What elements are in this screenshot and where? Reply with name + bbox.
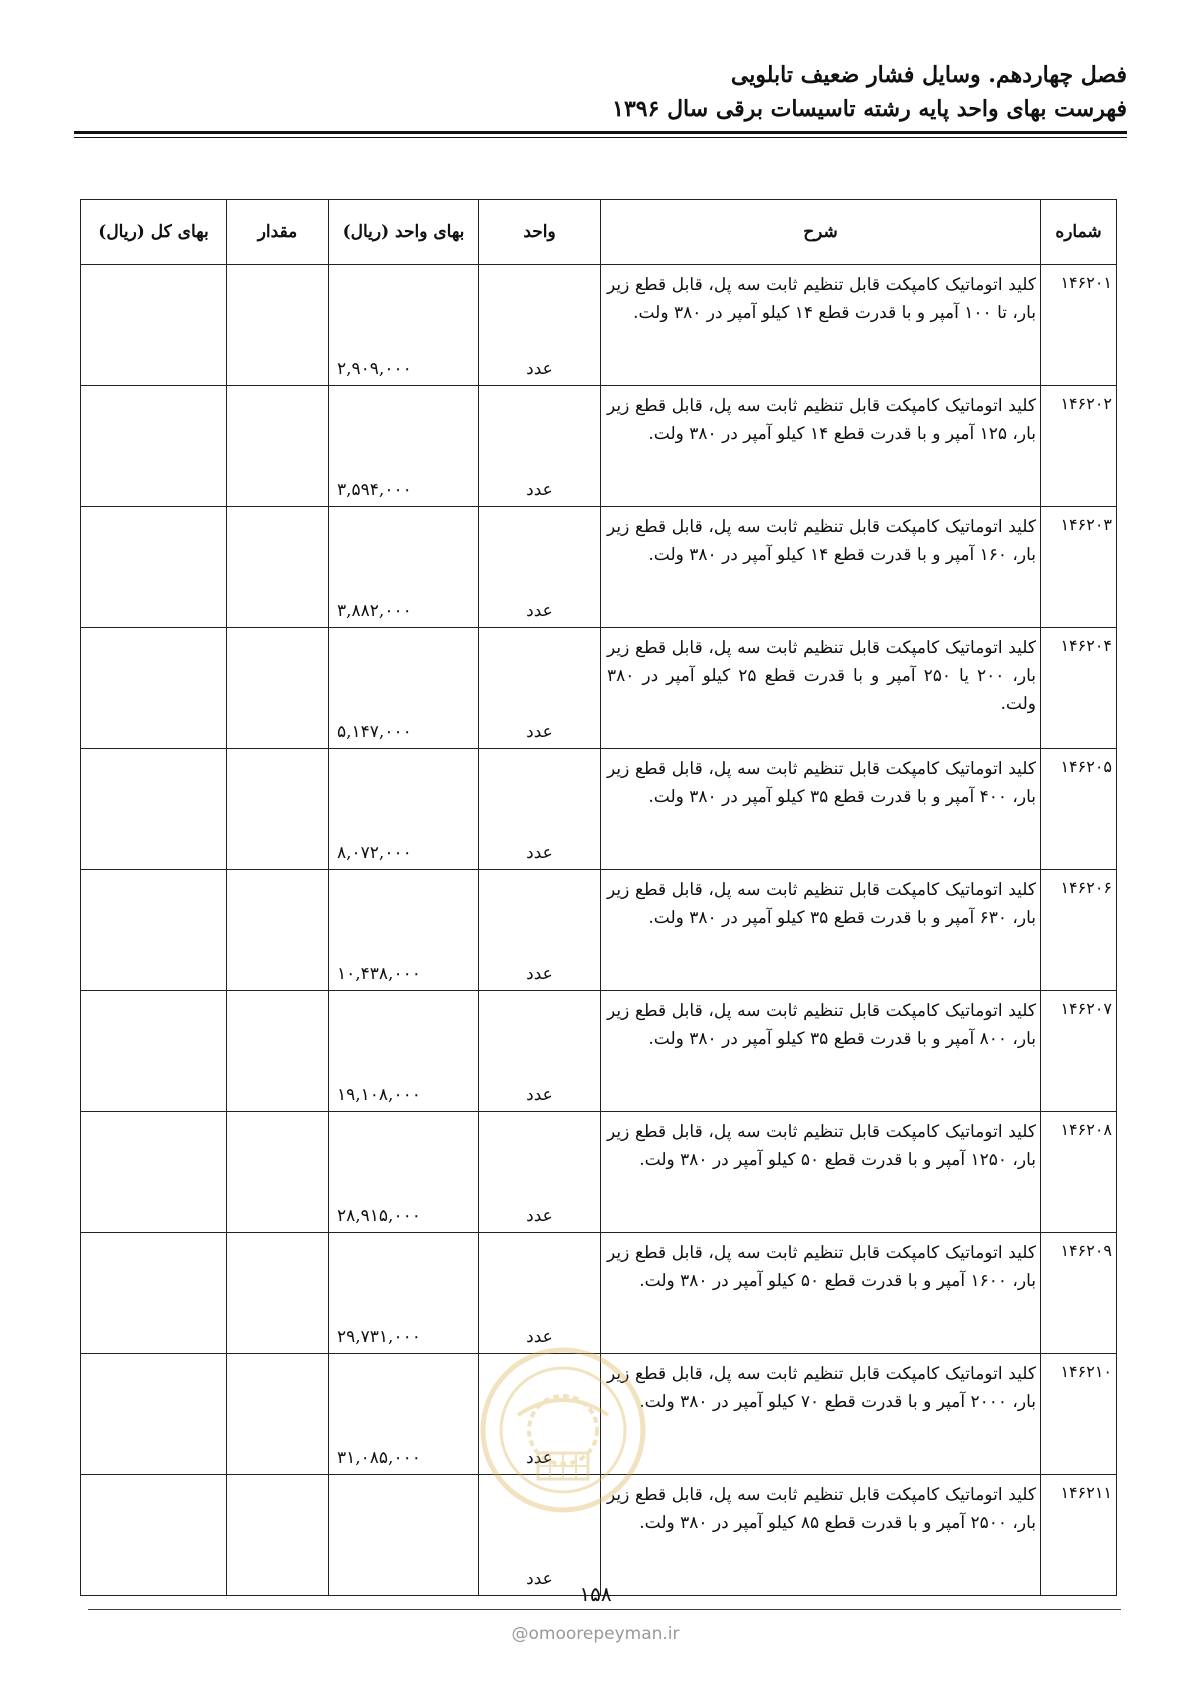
row-quantity: [227, 749, 329, 870]
row-code: ۱۴۶۲۰۳: [1041, 507, 1117, 628]
row-description: کلید اتوماتیک کامپکت قابل تنظیم ثابت سه پل، قابل قطع زیر بار، ۲۵۰۰ آمپر و با قدرت قطع ۸۵ کیلو آمپر در ۳۸۰ ولت.: [601, 1475, 1041, 1596]
table-row: [81, 628, 1117, 749]
row-unit-price-text: ۲۸,۹۱۵,۰۰۰: [337, 1206, 421, 1226]
table-row: [81, 1475, 1117, 1596]
row-unit: [479, 265, 601, 386]
table-row: [81, 1112, 1117, 1233]
row-unit-text: عدد: [526, 1085, 553, 1105]
row-unit-price-text: ۳۱,۰۸۵,۰۰۰: [337, 1448, 421, 1468]
table-row: [81, 749, 1117, 870]
header-rule-thick: [74, 131, 1127, 134]
row-unit-text: عدد: [526, 359, 553, 379]
row-unit-text: عدد: [526, 843, 553, 863]
row-unit: [479, 991, 601, 1112]
row-code: ۱۴۶۲۱۰: [1041, 1354, 1117, 1475]
row-quantity: [227, 1475, 329, 1596]
row-unit: [479, 749, 601, 870]
header-rule-thin: [74, 137, 1127, 138]
page-number: ۱۵۸: [579, 1582, 612, 1606]
row-unit: [479, 386, 601, 507]
table-row: [81, 870, 1117, 991]
column-header-description: شرح: [601, 200, 1041, 265]
row-unit-price: [329, 265, 479, 386]
row-total: [81, 265, 227, 386]
row-description: کلید اتوماتیک کامپکت قابل تنظیم ثابت سه پل، قابل قطع زیر بار، ۲۰۰۰ آمپر و با قدرت قطع ۷۰ کیلو آمپر در ۳۸۰ ولت.: [601, 1354, 1041, 1475]
row-total: [81, 1233, 227, 1354]
row-unit-text: عدد: [526, 601, 553, 621]
row-unit-price-text: ۱۰,۴۳۸,۰۰۰: [337, 964, 421, 984]
row-unit-price: [329, 1354, 479, 1475]
row-code: ۱۴۶۲۰۵: [1041, 749, 1117, 870]
row-unit-price-text: ۲۹,۷۳۱,۰۰۰: [337, 1327, 421, 1347]
table-row: [81, 1354, 1117, 1475]
row-description: کلید اتوماتیک کامپکت قابل تنظیم ثابت سه پل، قابل قطع زیر بار، تا ۱۰۰ آمپر و با قدرت قطع ۱۴ کیلو آمپر در ۳۸۰ ولت.: [601, 265, 1041, 386]
row-quantity: [227, 1112, 329, 1233]
row-unit-price-text: ۸,۰۷۲,۰۰۰: [337, 843, 412, 863]
row-description: کلید اتوماتیک کامپکت قابل تنظیم ثابت سه پل، قابل قطع زیر بار، ۲۰۰ یا ۲۵۰ آمپر و با قدرت قطع ۲۵ کیلو آمپر در ۳۸۰ ولت.: [601, 628, 1041, 749]
row-unit-text: عدد: [526, 1327, 553, 1347]
chapter-title: فصل چهاردهم. وسایل فشار ضعیف تابلویی: [730, 62, 1127, 88]
row-quantity: [227, 628, 329, 749]
row-code: ۱۴۶۲۰۴: [1041, 628, 1117, 749]
table-row: [81, 1233, 1117, 1354]
row-unit-text: عدد: [526, 480, 553, 500]
row-quantity: [227, 386, 329, 507]
row-quantity: [227, 1354, 329, 1475]
row-unit: [479, 1354, 601, 1475]
row-quantity: [227, 265, 329, 386]
row-quantity: [227, 991, 329, 1112]
row-unit-price: [329, 507, 479, 628]
row-unit-price: [329, 749, 479, 870]
row-description: کلید اتوماتیک کامپکت قابل تنظیم ثابت سه پل، قابل قطع زیر بار، ۱۲۵ آمپر و با قدرت قطع ۱۴ کیلو آمپر در ۳۸۰ ولت.: [601, 386, 1041, 507]
column-header-quantity: مقدار: [227, 200, 329, 265]
row-total: [81, 1354, 227, 1475]
row-description: کلید اتوماتیک کامپکت قابل تنظیم ثابت سه پل، قابل قطع زیر بار، ۱۶۰۰ آمپر و با قدرت قطع ۵۰ کیلو آمپر در ۳۸۰ ولت.: [601, 1233, 1041, 1354]
row-unit-price: [329, 628, 479, 749]
row-unit-price-text: ۵,۱۴۷,۰۰۰: [337, 722, 412, 742]
row-unit-text: عدد: [526, 1448, 553, 1468]
price-table: [80, 199, 1117, 1596]
row-code: ۱۴۶۲۰۷: [1041, 991, 1117, 1112]
table-header-row: [81, 200, 1117, 265]
page-header: [72, 58, 1127, 126]
row-unit-price: [329, 386, 479, 507]
site-watermark-text: @omoorepeyman.ir: [511, 1624, 680, 1644]
row-code: ۱۴۶۲۰۸: [1041, 1112, 1117, 1233]
row-unit: [479, 870, 601, 991]
row-total: [81, 386, 227, 507]
row-total: [81, 870, 227, 991]
table-row: [81, 507, 1117, 628]
row-unit-text: عدد: [526, 1569, 553, 1589]
row-unit-price-text: ۲,۹۰۹,۰۰۰: [337, 359, 412, 379]
row-unit-price: [329, 991, 479, 1112]
row-quantity: [227, 507, 329, 628]
row-total: [81, 749, 227, 870]
price-table-wrapper: [81, 199, 1117, 1596]
row-total: [81, 507, 227, 628]
table-row: [81, 386, 1117, 507]
table-body: [81, 265, 1117, 1596]
row-quantity: [227, 1233, 329, 1354]
row-unit-price-text: ۱۹,۱۰۸,۰۰۰: [337, 1085, 421, 1105]
row-quantity: [227, 870, 329, 991]
row-code: ۱۴۶۲۱۱: [1041, 1475, 1117, 1596]
column-header-code: شماره: [1041, 200, 1117, 265]
row-total: [81, 1475, 227, 1596]
row-description: کلید اتوماتیک کامپکت قابل تنظیم ثابت سه پل، قابل قطع زیر بار، ۱۶۰ آمپر و با قدرت قطع ۱۴ کیلو آمپر در ۳۸۰ ولت.: [601, 507, 1041, 628]
table-row: [81, 265, 1117, 386]
row-unit-price: [329, 1475, 479, 1596]
table-row: [81, 991, 1117, 1112]
column-header-total: بهای کل (ریال): [81, 200, 227, 265]
row-unit-price-text: ۳,۸۸۲,۰۰۰: [337, 601, 412, 621]
row-total: [81, 1112, 227, 1233]
row-unit-price: [329, 870, 479, 991]
row-description: کلید اتوماتیک کامپکت قابل تنظیم ثابت سه پل، قابل قطع زیر بار، ۶۳۰ آمپر و با قدرت قطع ۳۵ کیلو آمپر در ۳۸۰ ولت.: [601, 870, 1041, 991]
document-subtitle: فهرست بهای واحد پایه رشته تاسیسات برقی سال ۱۳۹۶: [612, 96, 1127, 122]
row-unit-price: [329, 1233, 479, 1354]
row-description: کلید اتوماتیک کامپکت قابل تنظیم ثابت سه پل، قابل قطع زیر بار، ۸۰۰ آمپر و با قدرت قطع ۳۵ کیلو آمپر در ۳۸۰ ولت.: [601, 991, 1041, 1112]
row-code: ۱۴۶۲۰۱: [1041, 265, 1117, 386]
row-total: [81, 628, 227, 749]
row-unit: [479, 628, 601, 749]
column-header-unit-price: بهای واحد (ریال): [329, 200, 479, 265]
footer-rule: [88, 1609, 1121, 1610]
row-description: کلید اتوماتیک کامپکت قابل تنظیم ثابت سه پل، قابل قطع زیر بار، ۱۲۵۰ آمپر و با قدرت قطع ۵۰ کیلو آمپر در ۳۸۰ ولت.: [601, 1112, 1041, 1233]
row-unit: [479, 507, 601, 628]
row-total: [81, 991, 227, 1112]
row-code: ۱۴۶۲۰۲: [1041, 386, 1117, 507]
row-code: ۱۴۶۲۰۹: [1041, 1233, 1117, 1354]
row-unit-price: [329, 1112, 479, 1233]
row-code: ۱۴۶۲۰۶: [1041, 870, 1117, 991]
row-unit-text: عدد: [526, 964, 553, 984]
row-unit-text: عدد: [526, 1206, 553, 1226]
row-unit: [479, 1233, 601, 1354]
row-unit: [479, 1112, 601, 1233]
row-unit-text: عدد: [526, 722, 553, 742]
row-unit-price-text: ۳,۵۹۴,۰۰۰: [337, 480, 412, 500]
row-description: کلید اتوماتیک کامپکت قابل تنظیم ثابت سه پل، قابل قطع زیر بار، ۴۰۰ آمپر و با قدرت قطع ۳۵ کیلو آمپر در ۳۸۰ ولت.: [601, 749, 1041, 870]
column-header-unit: واحد: [479, 200, 601, 265]
row-unit: [479, 1475, 601, 1596]
